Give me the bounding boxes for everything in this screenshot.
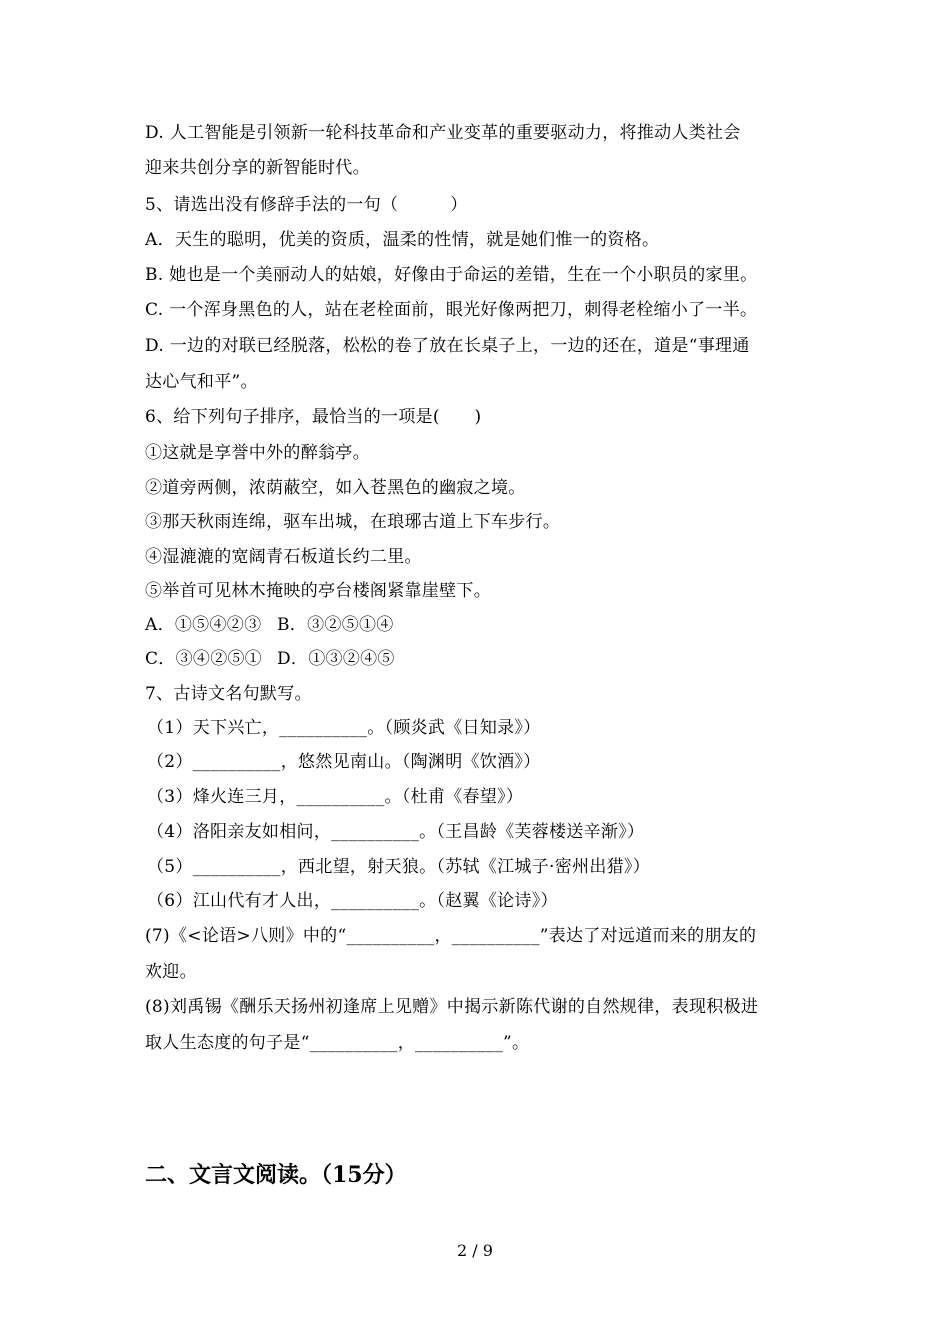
q5-option-d-line2: 达心气和平”。 [145, 372, 258, 392]
q6-sentence-5: ⑤举首可见林木掩映的亭台楼阁紧靠崖壁下。 [145, 581, 491, 601]
q7-item-1: （1）天下兴亡，__________。（顾炎武《日知录》） [147, 718, 541, 738]
q7-item-2: （2）__________，悠然见南山。（陶渊明《饮酒》） [147, 752, 541, 772]
q7-item-4: （4）洛阳亲友如相问，__________。（王昌龄《芙蓉楼送辛渐》） [147, 822, 645, 842]
q5-question: 5、请选出没有修辞手法的一句（ ） [145, 195, 468, 215]
q6-sentence-1: ①这就是享誉中外的醉翁亭。 [145, 443, 370, 463]
section-heading: 二、文言文阅读。（15分） [145, 1162, 407, 1188]
q7-item-7-line2: 欢迎。 [145, 962, 197, 982]
q6-option-b: B．③②⑤①④ [277, 615, 394, 635]
q5-option-d-line1: D. 一边的对联已经脱落，松松的卷了放在长桌子上，一边的还在，道是“事理通 [145, 336, 750, 356]
q6-sentence-4: ④湿漉漉的宽阔青石板道长约二里。 [145, 547, 422, 567]
q7-title: 7、古诗文名句默写。 [145, 684, 312, 704]
q6-question: 6、给下列句子排序，最恰当的一项是( ) [145, 407, 482, 427]
q4-option-d-line2: 迎来共创分享的新智能时代。 [145, 158, 370, 178]
q6-options-row-1 [145, 613, 394, 637]
q4-option-d-line1: D. 人工智能是引领新一轮科技革命和产业变革的重要驱动力，将推动人类社会 [145, 123, 741, 143]
q7-item-6: （6）江山代有才人出，__________。（赵翼《论诗》） [147, 891, 558, 911]
q7-item-5: （5）__________，西北望，射天狼。（苏轼《江城子·密州出猎》） [147, 857, 651, 877]
q6-sentence-3: ③那天秋雨连绵，驱车出城，在琅琊古道上下车步行。 [145, 512, 561, 532]
q6-options-row-2 [145, 647, 395, 671]
q6-sentence-2: ②道旁两侧，浓荫蔽空，如入苍黑色的幽寂之境。 [145, 478, 526, 498]
q7-item-7-line1: (7)《<论语>八则》中的“__________，__________”表达了对远道而来的朋友的 [145, 926, 757, 946]
q5-option-a: A．天生的聪明，优美的资质，温柔的性情，就是她们惟一的资格。 [145, 230, 660, 250]
q6-option-c: C．③④②⑤① [145, 649, 263, 669]
q7-item-8-line2: 取人生态度的句子是“__________，__________”。 [145, 1033, 530, 1053]
q5-option-c: C. 一个浑身黑色的人，站在老栓面前，眼光好像两把刀，刺得老栓缩小了一半。 [145, 300, 758, 320]
q6-option-a: A．①⑤④②③ [145, 615, 262, 635]
page-number: 2 / 9 [457, 1241, 493, 1260]
q6-option-d: D．①③②④⑤ [277, 649, 395, 669]
q7-item-8-line1: (8)刘禹锡《酬乐天扬州初逢席上见赠》中揭示新陈代谢的自然规律，表现积极进 [145, 997, 759, 1017]
q7-item-3: （3）烽火连三月，__________。（杜甫《春望》） [147, 787, 524, 807]
q5-option-b: B. 她也是一个美丽动人的姑娘，好像由于命运的差错，生在一个小职员的家里。 [145, 265, 758, 285]
